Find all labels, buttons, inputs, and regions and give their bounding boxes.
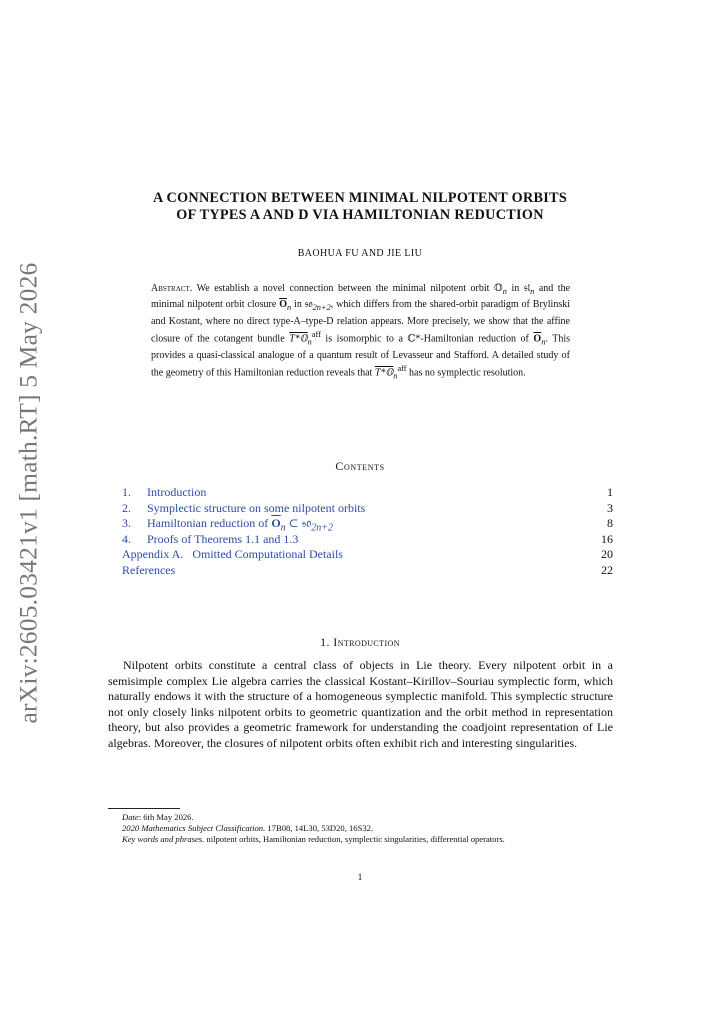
toc-row[interactable] (122, 563, 613, 579)
title-line-2: OF TYPES A AND D VIA HAMILTONIAN REDUCTION (176, 207, 544, 223)
title-line-1: A CONNECTION BETWEEN MINIMAL NILPOTENT ORBITS (152, 190, 568, 206)
footnote-rule (108, 808, 180, 809)
paper-title (100, 190, 620, 224)
toc-page-number: 16 (601, 531, 613, 546)
footnote-keywords: Key words and phrases. nilpotent orbits, Hamiltonian reduction, symplectic singularities, differential operators. (122, 834, 505, 845)
footnote-msc: 2020 Mathematics Subject Classification. 17B08, 14L30, 53D20, 16S32. (122, 823, 374, 834)
toc-link-hamiltonian-reduction[interactable]: 3. Hamiltonian reduction of $\overline{O}_n$ ⊂ 𝔰𝔬$_{2n+2}$ (122, 516, 333, 534)
toc-link-introduction[interactable]: 1. Introduction (122, 485, 207, 499)
page-number: 1 (357, 873, 363, 883)
toc-page-number: 20 (601, 547, 613, 562)
arxiv-identifier-text: arXiv:2605.03421v1 [math.RT] 5 May 2026 (13, 262, 42, 724)
toc-page-number: 22 (601, 562, 613, 577)
toc-link-proofs[interactable]: 4. Proofs of Theorems 1.1 and 1.3 (122, 531, 299, 546)
toc-link-references[interactable]: References (122, 562, 176, 577)
abstract-heading: Abstract. (151, 283, 193, 294)
contents-heading: Contents (335, 459, 385, 473)
toc-row[interactable] (122, 501, 613, 517)
toc-page-number: 1 (607, 485, 613, 499)
introduction-paragraph: Nilpotent orbits constitute a central class of objects in Lie theory. Every nilpotent orbit in a semisimple complex Lie algebra carries the classical Kostant–Kirillov–Souriau symplectic form, which naturally endows it with the structure of a homogeneous symplectic manifold. This symplectic structure not only closely links nilpotent orbits to geometric quantization and the orbit method in representation theory, but also provides a geometric framework for understanding the coadjoint representation of Lie algebras. Moreover, the closures of nilpotent orbits often exhibit rich and interesting singularities. (108, 658, 613, 750)
footnote-date: Date: 6th May 2026. (122, 812, 194, 822)
toc-link-symplectic-structure[interactable]: 2. Symplectic structure on some nilpotent orbits (122, 500, 366, 515)
footnotes (108, 812, 613, 846)
toc-row[interactable] (122, 516, 613, 532)
table-of-contents (122, 485, 613, 579)
authors: BAOHUA FU AND JIE LIU (297, 248, 423, 259)
toc-row[interactable] (122, 532, 613, 548)
toc-row[interactable] (122, 485, 613, 501)
toc-page-number: 3 (607, 500, 613, 515)
abstract: Abstract. We establish a novel connection between the minimal nilpotent orbit 𝕆$_n$ in 𝔰𝔩$_n$ and the minimal nilpotent orbit closure $\overline{O}_n$ in 𝔰𝔬$_{2n+2}$, which differs from the shared-orbit paradigm of Brylinski and Kostant, where no direct type-A–type-D relation appears. More precisely, we show that the affine closure of the cotangent bundle T*𝕆$_n^{aff}$ is isomorphic to a ℂ*-Hamiltonian reduction of $\overline{O}_n$. This provides a quasi-classical analogue of a quantum result of Levasseur and Stafford. A detailed study of the geometry of this Hamiltonian reduction reveals that T*𝕆$_n^{aff}$ has no symplectic resolution. (151, 283, 571, 381)
toc-link-appendix[interactable]: Appendix A. Omitted Computational Details (122, 547, 343, 562)
toc-page-number: 8 (607, 516, 613, 531)
toc-row[interactable] (122, 547, 613, 563)
section-heading-introduction: 1. Introduction (320, 635, 400, 649)
arxiv-identifier (12, 262, 44, 724)
